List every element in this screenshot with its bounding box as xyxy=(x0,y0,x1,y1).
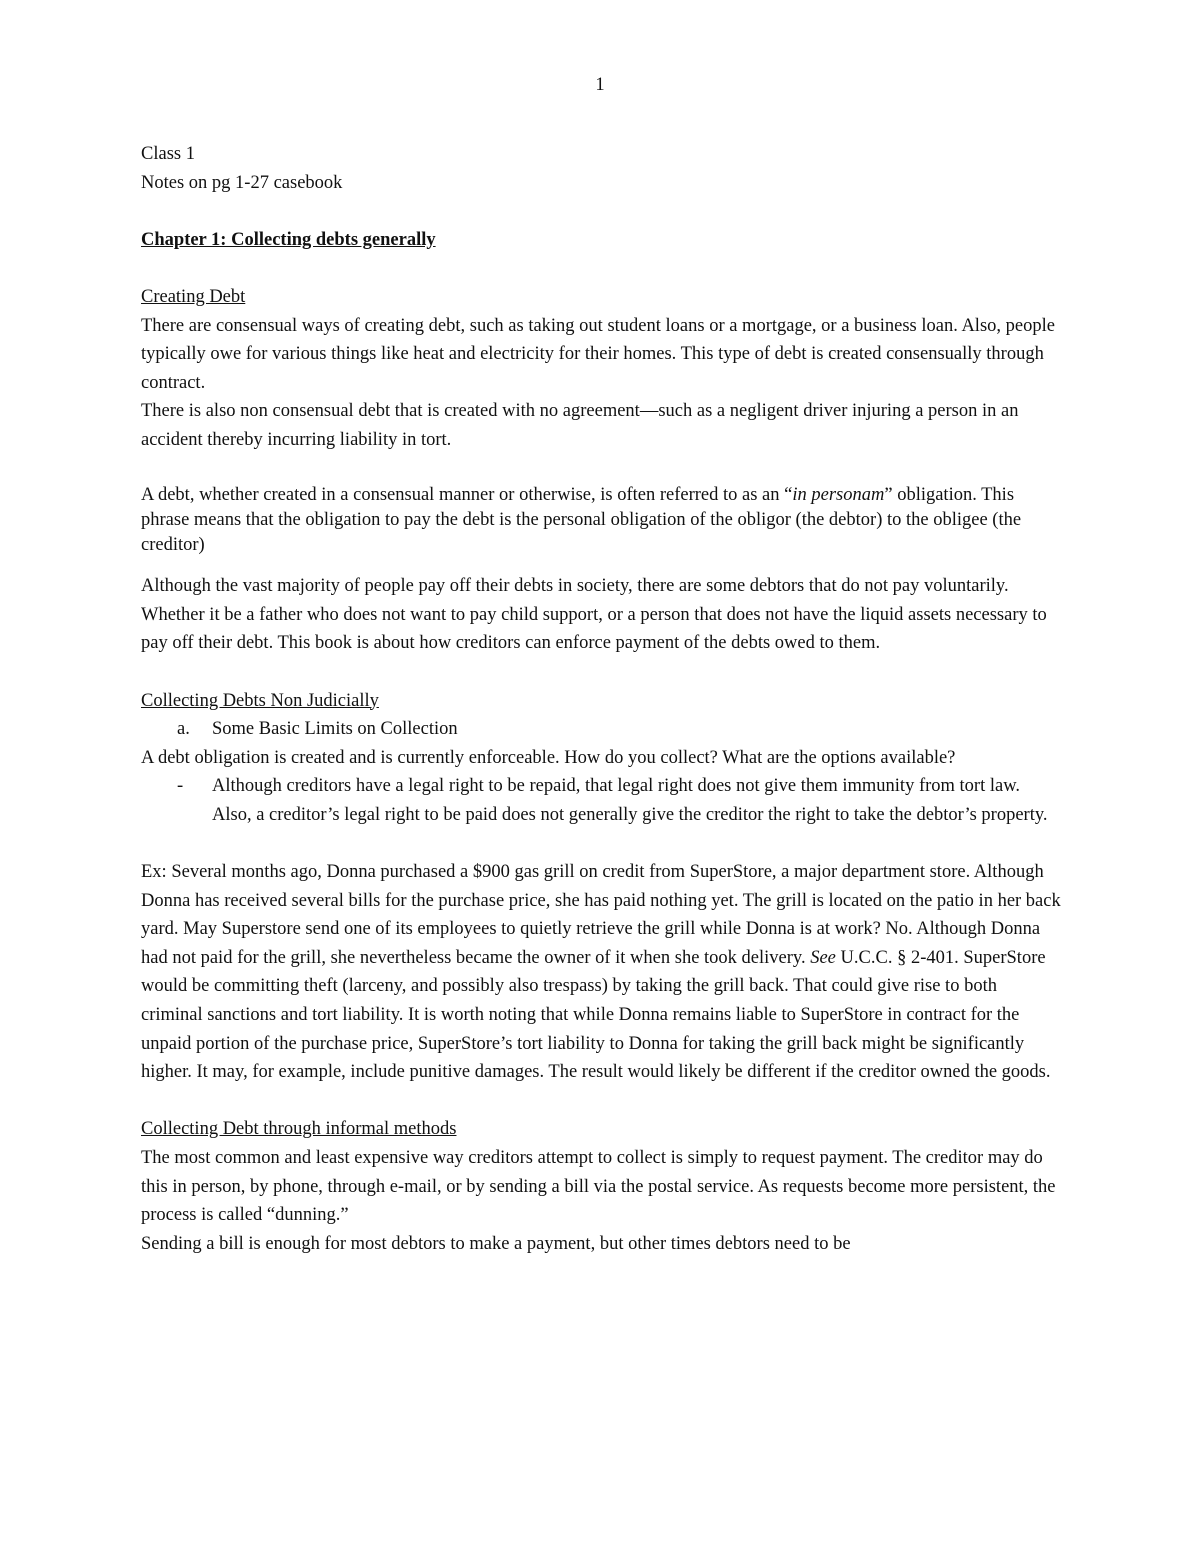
informal-paragraph-1: The most common and least expensive way creditors attempt to collect is simply to request payment. The creditor may do this in person, by phone, through e-mail, or by sending a bill via the postal service. As requests become more persistent, the process is called “dunning.” xyxy=(141,1148,1056,1226)
class-line: Class 1 xyxy=(141,144,195,164)
document-body xyxy=(141,140,1061,1258)
enforce-paragraph: Although the vast majority of people pay off their debts in society, there are some debtors that do not pay voluntarily. Whether it be a father who does not want to pay child support, or a person that does not have the liquid assets necessary to pay off their debt. This book is about how creditors can enforce payment of the debts owed to them. xyxy=(141,576,1047,654)
creating-debt-paragraph-1: There are consensual ways of creating debt, such as taking out student loans or a mortgage, or a business loan. Also, people typically owe for various things like heat and electricity for their homes. This type of debt is created consensually through contract. xyxy=(141,315,1055,393)
in-personam-text-before: A debt, whether created in a consensual manner or otherwise, is often referred to as an “ xyxy=(141,485,793,506)
section-heading-non-judicial: Collecting Debts Non Judicially xyxy=(141,690,379,711)
bullet-text: Although creditors have a legal right to be repaid, that legal right does not give them immunity from tort law. Also, a creditor’s legal right to be paid does not generally give the creditor the right to take the debtor’s property. xyxy=(212,776,1048,825)
example-text-before: Ex: Several months ago, Donna purchased a $900 gas grill on credit from SuperStore, a major department store. Although Donna has received several bills for the purchase price, she has paid nothing yet. The grill is located on the patio in her back yard. May Superstore send one of its employees to quietly retrieve the grill while Donna is at work? No. Although Donna had not paid for the grill, she nevertheless became the owner of it when she took delivery. xyxy=(141,862,1061,968)
bullet-marker: - xyxy=(177,776,184,797)
in-personam-text-after: ” obligation. This phrase means that the obligation to pay the debt is the personal obligation of the obligor (the debtor) to the obligee (the creditor) xyxy=(141,485,1022,556)
section-heading-informal: Collecting Debt through informal methods xyxy=(141,1119,457,1140)
example-paragraph xyxy=(141,858,1061,1087)
see-signal: See xyxy=(810,947,836,968)
creating-debt-paragraph-2: There is also non consensual debt that is created with no agreement—such as a negligent driver injuring a person in an accident thereby incurring liability in tort. xyxy=(141,401,1019,450)
collection-question: A debt obligation is created and is currently enforceable. How do you collect? What are the options available? xyxy=(141,747,956,768)
informal-paragraph-2: Sending a bill is enough for most debtors to make a payment, but other times debtors need to be xyxy=(141,1233,851,1254)
section-heading-creating-debt: Creating Debt xyxy=(141,286,246,307)
list-item-basic-limits xyxy=(141,715,1061,744)
notes-line: Notes on pg 1-27 casebook xyxy=(141,172,343,193)
in-personam-paragraph xyxy=(141,483,1061,558)
page-number: 1 xyxy=(595,75,605,95)
in-personam-term: in personam xyxy=(792,485,885,506)
example-text-after: U.C.C. § 2-401. SuperStore would be committing theft (larceny, and possibly also trespass) by taking the grill back. That could give rise to both criminal sanctions and tort liability. It is worth noting that while Donna remains liable to SuperStore in contract for the unpaid portion of the purchase price, SuperStore’s tort liability to Donna for taking the grill back might be significantly higher. It may, for example, include punitive damages. The result would likely be different if the creditor owned the goods. xyxy=(141,947,1051,1083)
chapter-title: Chapter 1: Collecting debts generally xyxy=(141,229,436,250)
bullet-item-tort-law xyxy=(141,772,1061,829)
list-item-label: Some Basic Limits on Collection xyxy=(212,719,458,740)
list-marker: a. xyxy=(177,719,190,740)
